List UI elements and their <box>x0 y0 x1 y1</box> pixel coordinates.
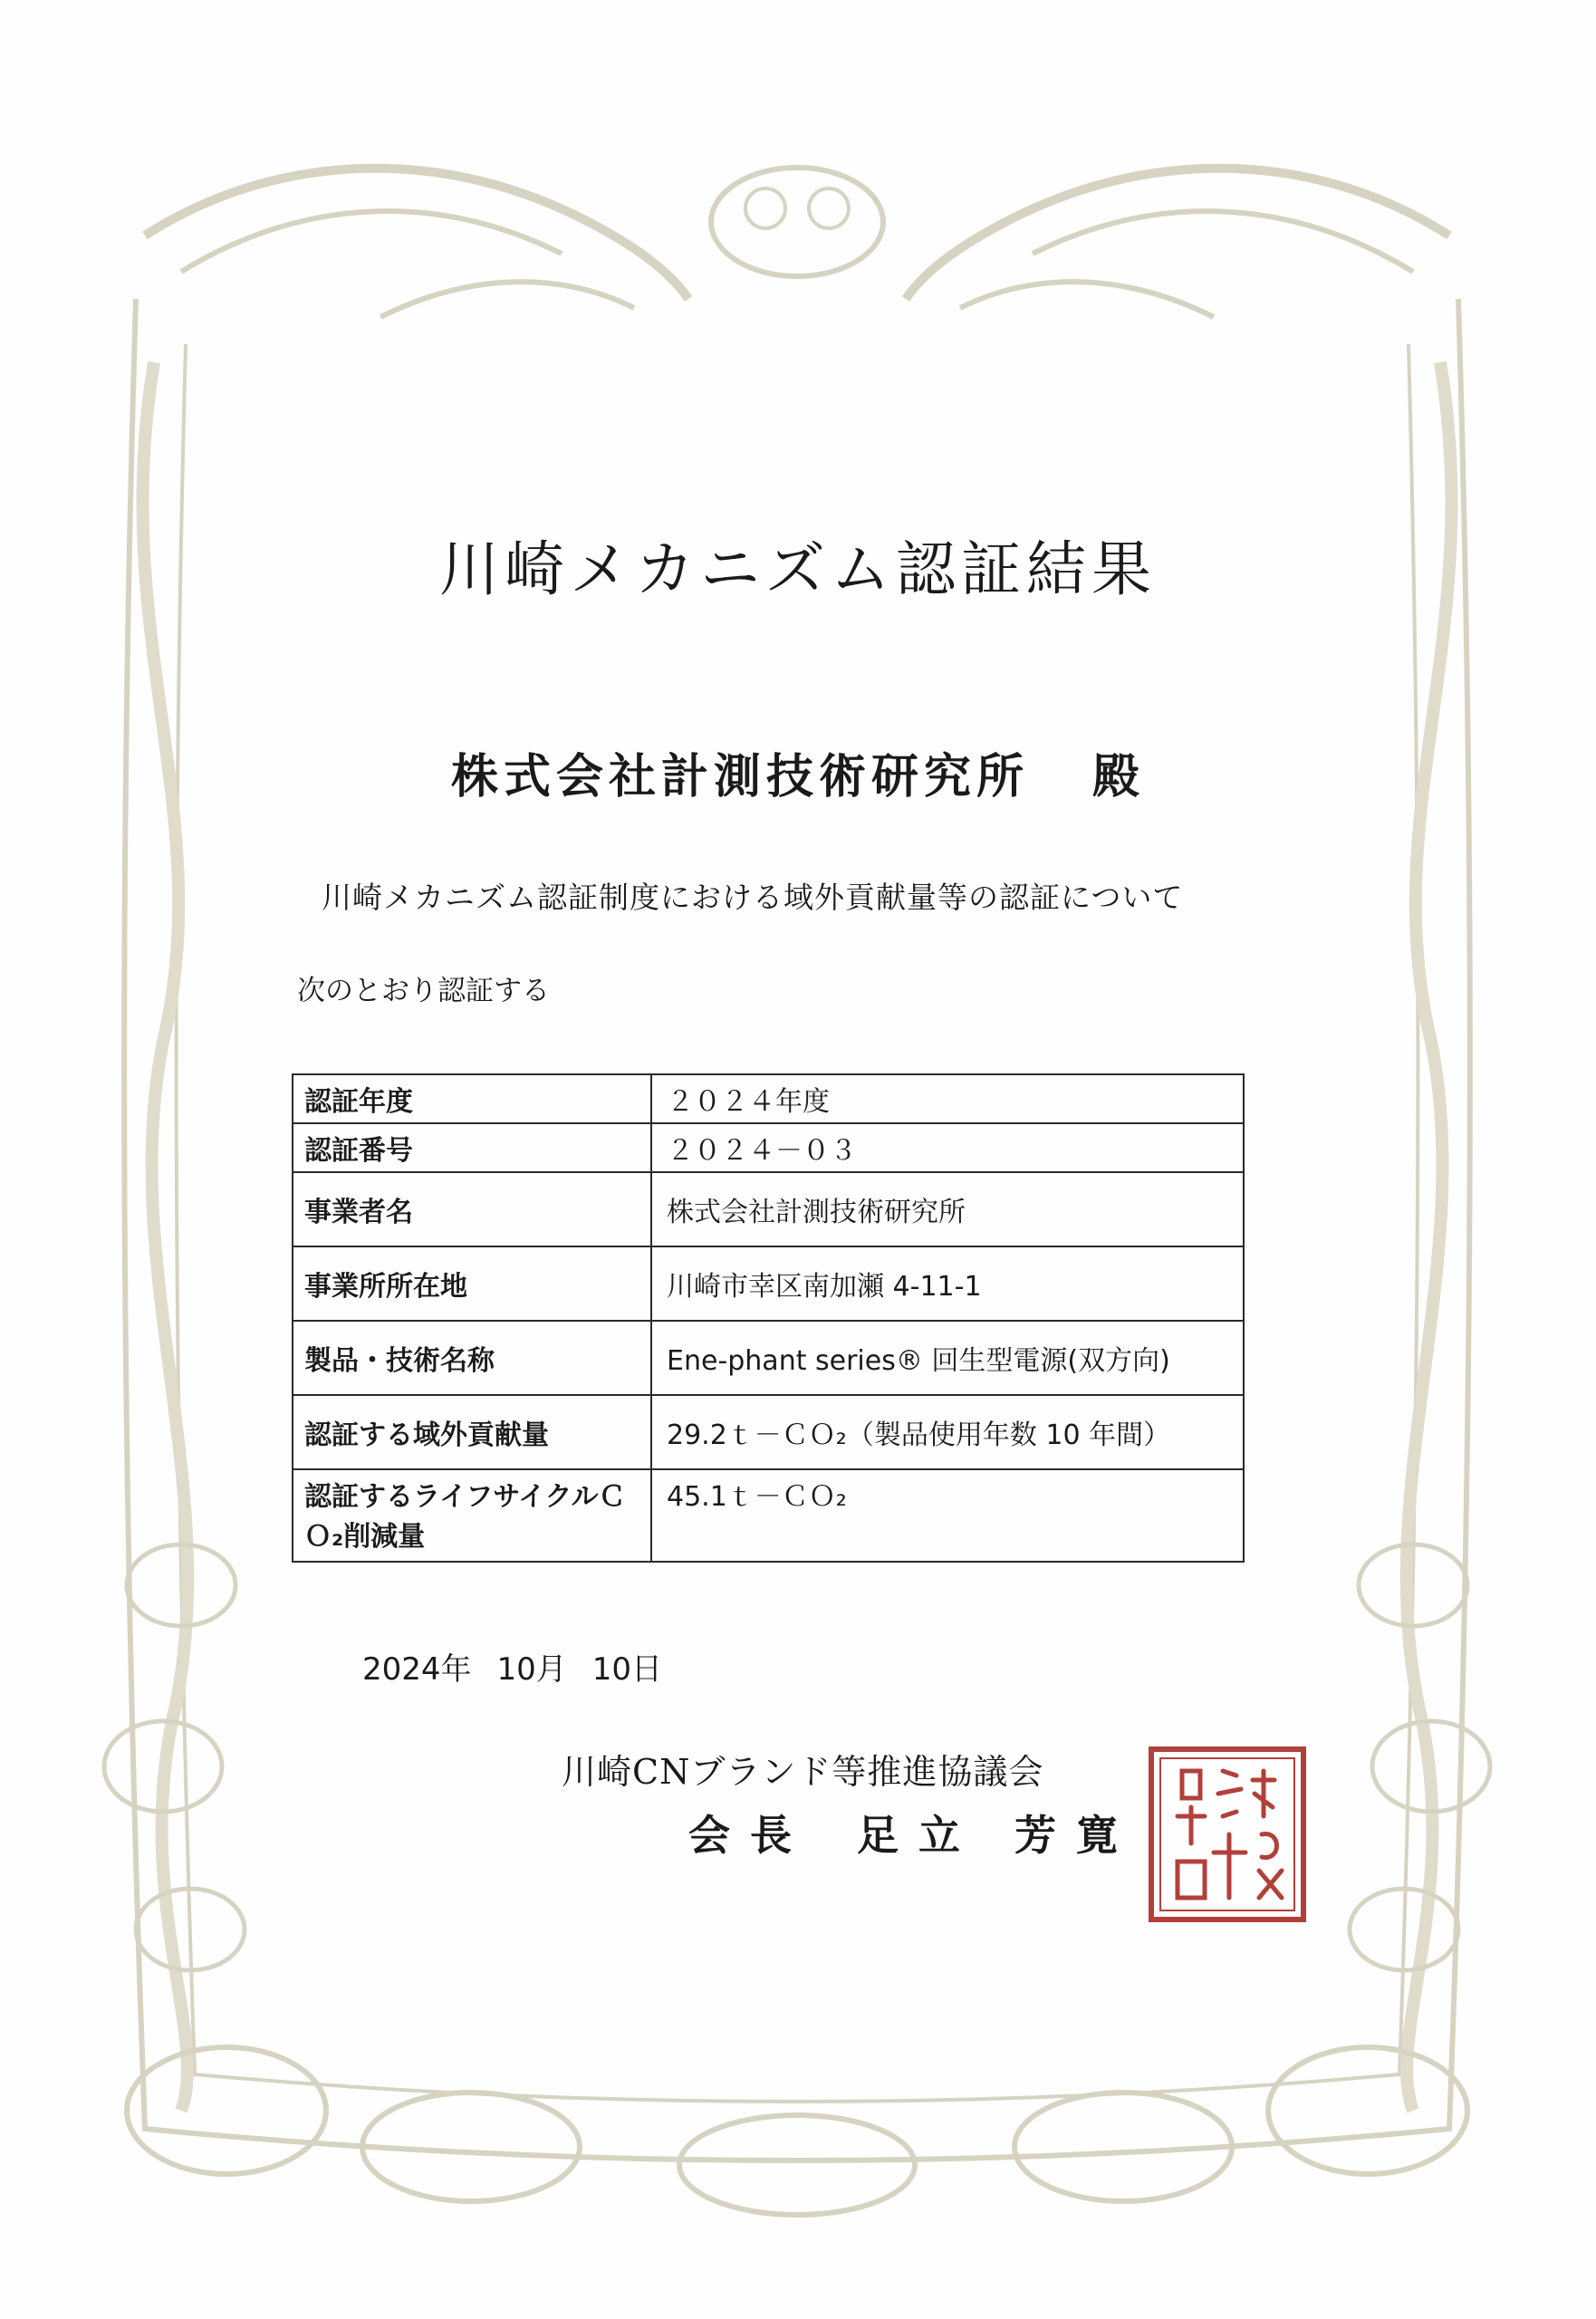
table-row <box>293 1172 1244 1246</box>
row-value: ２０２４年度 <box>651 1074 1244 1123</box>
date-month: 10月 <box>496 1651 567 1688</box>
row-value: 川崎市幸区南加瀬 4-11-1 <box>651 1246 1244 1321</box>
date-day: 10日 <box>591 1651 663 1688</box>
document-title: 川崎メカニズム認証結果 <box>439 534 1157 604</box>
intro-line-2: 次のとおり認証する <box>297 975 550 1007</box>
table-row <box>293 1321 1244 1395</box>
table-row <box>293 1074 1244 1123</box>
recipient-honorific: 殿 <box>1092 749 1146 804</box>
date-year: 2024年 <box>362 1651 472 1688</box>
left-phoenix <box>145 168 688 299</box>
row-value: 45.1ｔ－ＣＯ₂ <box>651 1469 1244 1562</box>
row-label: 事業所所在地 <box>293 1246 651 1321</box>
row-label: 認証番号 <box>293 1123 651 1172</box>
table-row <box>293 1395 1244 1469</box>
recipient <box>0 738 1596 806</box>
row-label: 製品・技術名称 <box>293 1321 651 1395</box>
table-row <box>293 1123 1244 1172</box>
intro-line-1: 川崎メカニズム認証制度における域外貢献量等の認証について <box>322 880 1184 915</box>
right-phoenix <box>906 168 1449 299</box>
top-cloud <box>711 168 883 276</box>
row-label: 認証する域外貢献量 <box>293 1395 651 1469</box>
row-value: ２０２４－０３ <box>651 1123 1244 1172</box>
row-value: 29.2ｔ－ＣＯ₂（製品使用年数 10 年間） <box>651 1395 1244 1469</box>
bottom-leaves <box>127 2047 1467 2215</box>
issuer-name: 足立 芳寛 <box>857 1811 1139 1860</box>
table-row <box>293 1469 1244 1562</box>
issuer-signature-line <box>688 1803 1138 1862</box>
issuer-title: 会長 <box>688 1811 812 1860</box>
issue-date <box>362 1644 687 1689</box>
row-value: 株式会社計測技術研究所 <box>651 1172 1244 1246</box>
official-seal <box>1146 1744 1309 1925</box>
recipient-name: 株式会社計測技術研究所 <box>450 749 1029 804</box>
row-label: 認証年度 <box>293 1074 651 1123</box>
issuer-organization: 川崎CNブランド等推進協議会 <box>562 1752 1044 1792</box>
table-row <box>293 1246 1244 1321</box>
row-value: Ene-phant series® 回生型電源(双方向) <box>651 1321 1244 1395</box>
row-label: 認証するライフサイクルＣＯ₂削減量 <box>293 1469 651 1562</box>
row-label: 事業者名 <box>293 1172 651 1246</box>
certification-table <box>292 1073 1245 1563</box>
